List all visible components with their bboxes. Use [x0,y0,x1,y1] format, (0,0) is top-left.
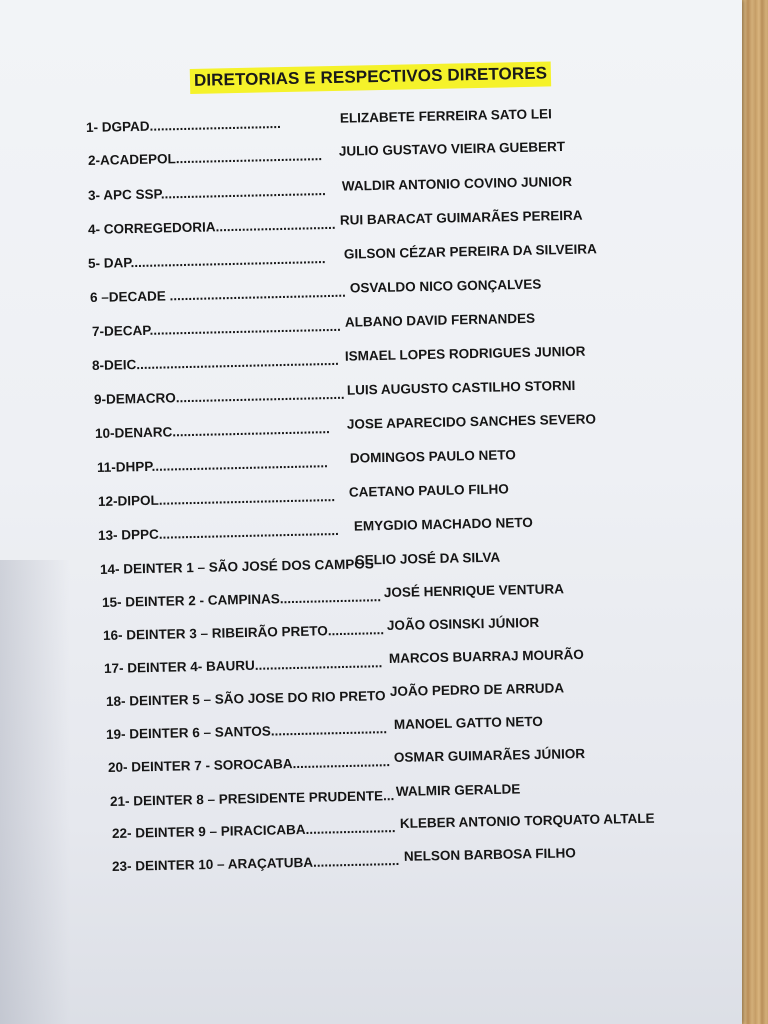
directorate-label: 19- DEINTER 6 – SANTOS............................... [105,721,388,742]
directorate-label: 13- DPPC................................................ [97,522,339,543]
list-item [97,514,533,543]
directorate-label: 20- DEINTER 7 - SOROCABA.......................... [107,754,391,775]
director-name: NELSON BARBOSA FILHO [403,845,576,864]
director-name: MARCOS BUARRAJ MOURÃO [388,646,584,667]
directorate-label: 3- APC SSP............................................ [87,183,326,203]
directorate-label: 14- DEINTER 1 – SÃO JOSÉ DOS CAMPOS [99,556,374,577]
list-item [93,377,576,407]
list-item [87,173,573,203]
directorate-label: 2-ACADEPOL....................................... [87,148,323,168]
director-name: ELIZABETE FERREIRA SATO LEI [339,106,552,126]
director-name: JULIO GUSTAVO VIEIRA GUEBERT [338,139,566,159]
list-item [107,746,586,775]
directorate-label: 18- DEINTER 5 – SÃO JOSE DO RIO PRETO [105,688,386,709]
list-item [87,207,583,237]
shadow [0,560,70,1024]
director-name: ALBANO DAVID FERNANDES [344,310,536,330]
directorate-label: 4- CORREGEDORIA................................ [87,216,336,237]
directorate-label: 23- DEINTER 10 – ARAÇATUBA....................... [111,852,400,874]
list-item [105,713,543,742]
director-name: EMYGDIO MACHADO NETO [353,514,533,534]
directorate-label: 8-DEIC...................................................... [91,352,339,373]
director-name: DOMINGOS PAULO NETO [349,447,516,466]
list-item [94,411,597,441]
list-item [109,781,521,809]
director-name: JOÃO PEDRO DE ARRUDA [389,680,565,700]
directorate-label: 17- DEINTER 4- BAURU.................................. [103,655,383,676]
list-item [91,343,586,373]
directorate-label: 6 –DECADE ............................................... [89,284,346,305]
list-item [89,276,542,305]
list-item [111,845,576,874]
director-name: KLEBER ANTONIO TORQUATO ALTALE [399,810,655,831]
directorate-label: 16- DEINTER 3 – RIBEIRÃO PRETO............... [102,622,385,643]
directorate-label: 15- DEINTER 2 - CAMPINAS........................... [101,589,382,610]
director-name: OSMAR GUIMARÃES JÚNIOR [393,746,586,766]
list-item [87,139,566,168]
list-item [102,614,540,643]
directorate-label: 9-DEMACRO............................................. [93,386,345,407]
directorate-label: 21- DEINTER 8 – PRESIDENTE PRUDENTE... [109,788,395,809]
director-name: LUIS AUGUSTO CASTILHO STORNI [346,377,576,398]
list-item [111,810,655,841]
directorate-label: 1- DGPAD................................... [85,115,281,135]
director-name: GILSON CÉZAR PEREIRA DA SILVEIRA [343,241,597,262]
director-name: WALDIR ANTONIO COVINO JUNIOR [341,173,573,194]
list-item [96,447,516,475]
director-name: CELIO JOSÉ DA SILVA [354,549,501,568]
list-item [85,106,552,135]
director-name: MANOEL GATTO NETO [393,713,543,732]
directorate-label: 11-DHPP............................................... [96,455,328,475]
director-name: WALMIR GERALDE [395,781,521,800]
directorate-label: 12-DIPOL............................................... [97,489,336,509]
director-name: OSVALDO NICO GONÇALVES [349,276,542,296]
list-item [99,549,501,577]
document-title: DIRETORIAS E RESPECTIVOS DIRETORES [190,61,552,94]
director-name: JOSÉ HENRIQUE VENTURA [383,581,565,601]
director-name: JOÃO OSINSKI JÚNIOR [386,614,540,634]
directorate-label: 22- DEINTER 9 – PIRACICABA........................ [111,820,396,841]
director-name: ISMAEL LOPES RODRIGUES JUNIOR [344,343,586,364]
director-name: JOSE APARECIDO SANCHES SEVERO [346,411,597,432]
list-item [91,310,536,339]
list-item [103,646,584,676]
directorate-label: 10-DENARC.......................................... [94,421,330,441]
list-item [101,581,565,610]
director-name: CAETANO PAULO FILHO [348,481,509,500]
director-name: RUI BARACAT GUIMARÃES PEREIRA [339,207,583,228]
directorate-label: 7-DECAP................................................... [91,318,341,339]
list-item [105,680,565,709]
list-item [87,241,597,271]
directorate-label: 5- DAP.................................................... [87,251,326,271]
list-item [97,481,509,509]
